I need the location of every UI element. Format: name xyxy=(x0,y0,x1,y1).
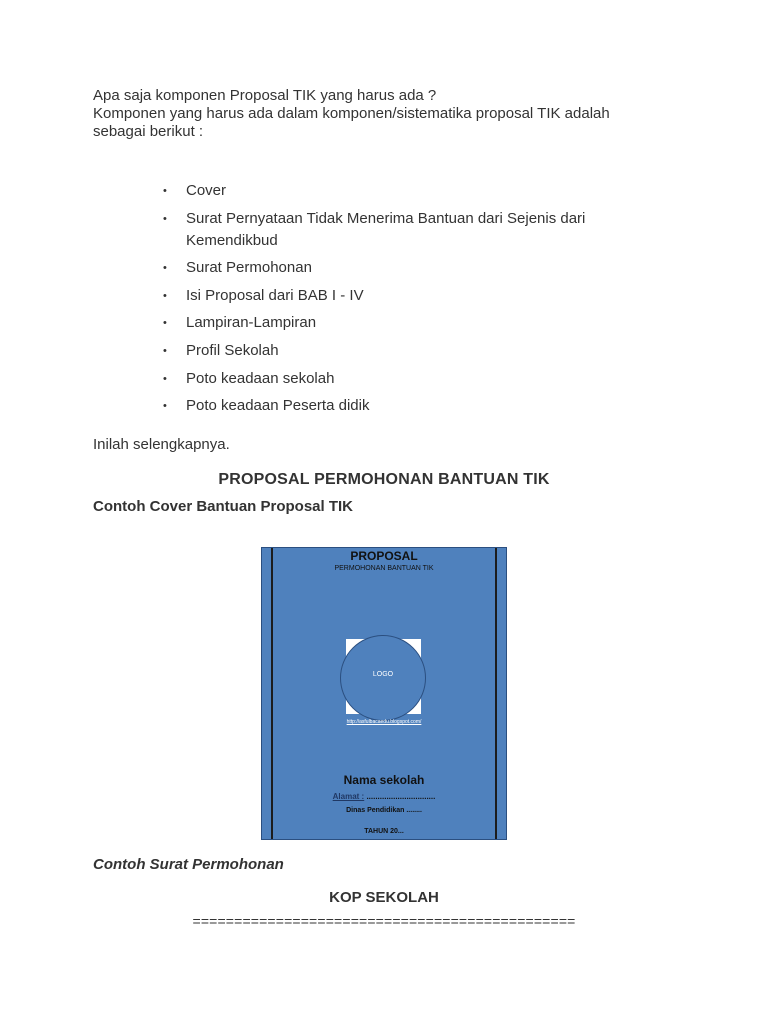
list-item-text: Poto keadaan Peserta didik xyxy=(186,397,370,415)
list-item-text: Lampiran-Lampiran xyxy=(186,314,317,332)
list-item xyxy=(163,395,643,417)
list-item-text: Isi Proposal dari BAB I - IV xyxy=(186,286,364,304)
cover-school-name: Nama sekolah xyxy=(343,773,425,787)
intro-text xyxy=(93,87,693,141)
bullet: • xyxy=(163,289,167,302)
bullet: • xyxy=(163,400,167,413)
bullet: • xyxy=(163,212,167,225)
cover-title: PROPOSAL xyxy=(350,549,418,563)
cover-year: TAHUN 20... xyxy=(364,828,404,835)
kop-heading: KOP SEKOLAH xyxy=(329,889,439,906)
intro-line-1: Komponen yang harus ada dalam komponen/sistematika proposal TIK adalah xyxy=(93,105,610,122)
logo-label: LOGO xyxy=(372,671,394,678)
list-item-text: Profil Sekolah xyxy=(186,341,279,359)
list-item-text: Poto keadaan sekolah xyxy=(186,369,335,387)
list-item xyxy=(163,180,643,202)
letter-caption: Contoh Surat Permohonan xyxy=(93,856,284,873)
cover-caption: Contoh Cover Bantuan Proposal TIK xyxy=(93,498,354,515)
separator-line: ============================================== xyxy=(192,913,576,929)
address-dots: ............................... xyxy=(364,792,436,801)
list-item xyxy=(163,312,643,334)
list-item-text: Surat Pernyataan Tidak Menerima Bantuan dari Sejenis dari Kemendikbud xyxy=(186,209,586,249)
bullet: • xyxy=(163,372,167,385)
list-item-text: Cover xyxy=(186,182,227,199)
components-list xyxy=(163,180,643,423)
list-item xyxy=(163,208,643,252)
cover-link[interactable]: http://asfulbacaedu.blogspot.com/ xyxy=(346,719,422,725)
bullet: • xyxy=(163,262,167,275)
cover-subtitle: PERMOHONAN BANTUAN TIK xyxy=(334,565,434,572)
intro-question: Apa saja komponen Proposal TIK yang harus ada ? xyxy=(93,87,437,104)
list-item xyxy=(163,285,643,307)
logo-circle xyxy=(340,635,426,721)
outro-text: Inilah selengkapnya. xyxy=(93,436,230,453)
cover-address xyxy=(262,792,506,801)
cover-dinas: Dinas Pendidikan ........ xyxy=(346,807,422,814)
main-title: PROPOSAL PERMOHONAN BANTUAN TIK xyxy=(218,471,550,488)
list-item xyxy=(163,257,643,279)
bullet: • xyxy=(163,344,167,357)
bullet: • xyxy=(163,317,167,330)
address-label: Alamat : xyxy=(332,792,365,801)
list-item xyxy=(163,368,643,390)
list-item xyxy=(163,340,643,362)
cover-image xyxy=(261,547,507,840)
bullet: • xyxy=(163,185,167,197)
intro-line-2: sebagai berikut : xyxy=(93,123,204,140)
list-item-text: Surat Permohonan xyxy=(186,259,312,277)
